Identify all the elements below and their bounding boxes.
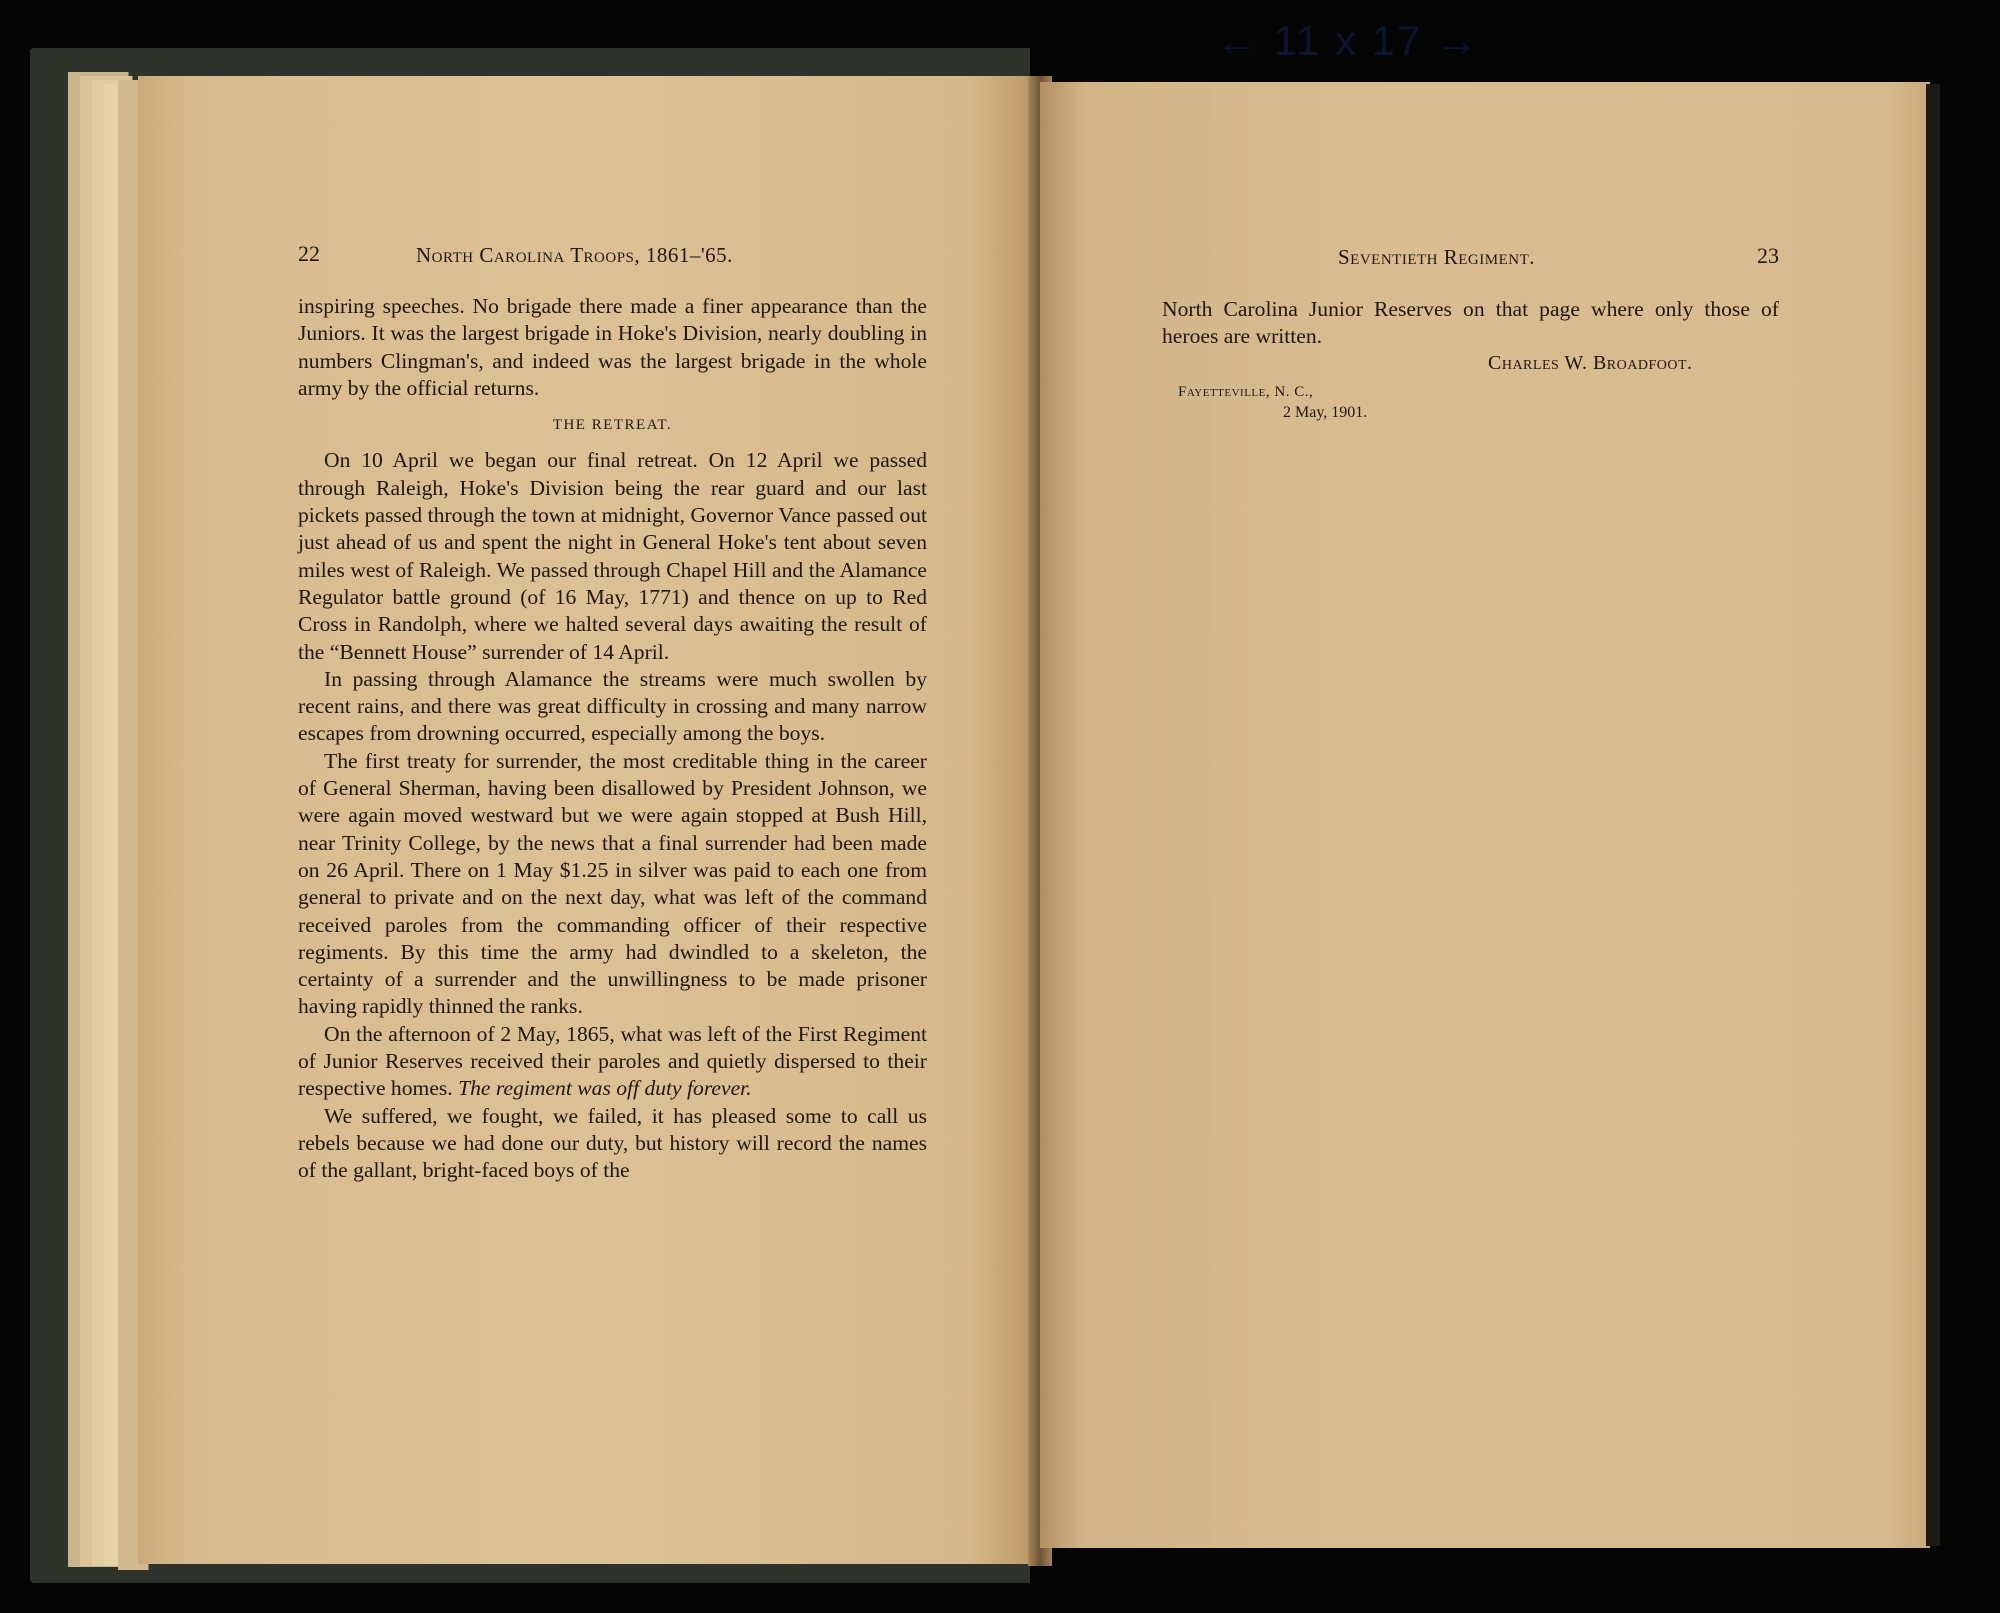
paragraph-text: On the afternoon of 2 May, 1865, what was left of the First Regiment of Junior Reserves received their paroles and quietly dispersed to their respective homes. [298, 1021, 927, 1101]
paragraph: We suffered, we fought, we failed, it has pleased some to call us rebels because we had done our duty, but history will record the names of the gallant, bright-faced boys of the [298, 1103, 927, 1183]
signature: Charles W. Broadfoot. [1488, 352, 1693, 374]
running-head: Seventieth Regiment. [1338, 245, 1535, 269]
running-head: North Carolina Troops, 1861–'65. [416, 243, 733, 267]
left-page-body [298, 293, 927, 1185]
right-page-body [1162, 296, 1779, 351]
right-page [1040, 82, 1930, 1548]
paragraph [298, 1021, 927, 1103]
dateline-date: 2 May, 1901. [1283, 404, 1368, 421]
paragraph: North Carolina Junior Reserves on that page where only those of heroes are written. [1162, 297, 1779, 349]
italic-text: The regiment was off duty forever. [458, 1076, 752, 1101]
paragraph: In passing through Alamance the streams were much swollen by recent rains, and there was great difficulty in crossing and many narrow escapes from drowning occurred, especially among the boys. [298, 666, 927, 746]
page-number: 22 [298, 241, 320, 266]
paragraph: inspiring speeches. No brigade there made a finer appearance than the Juniors. It was the largest brigade in Hoke's Division, nearly doubling in numbers Clingman's, and indeed was the largest brigade in the whole army by the official returns. [298, 294, 927, 400]
scan-size-label: ← 11 x 17 → [1216, 17, 1480, 64]
dateline-place: Fayetteville, N. C., [1178, 384, 1314, 400]
paragraph: The first treaty for surrender, the most creditable thing in the career of General Sherman, having been disallowed by President Johnson, we were again moved westward but we were again stopped at Bush Hill, near Trinity College, by the news that a final surrender had been made on 26 April. There on 1 May $1.25 in silver was paid to each one from general to private and on the next day, what was left of the command received paroles from the commanding officer of their respective regiments. By this time the army had dwindled to a skeleton, the certainty of a surrender and the unwillingness to be made prisoner having rapidly thinned the ranks. [298, 748, 927, 1019]
page-number: 23 [1757, 243, 1779, 268]
left-page [138, 76, 1038, 1564]
section-heading: THE RETREAT. [552, 417, 673, 434]
paragraph: On 10 April we began our final retreat. On 12 April we passed through Raleigh, Hoke's Division being the rear guard and our last pickets passed through the town at midnight, Governor Vance passed out just ahead of us and spent the night in General Hoke's tent about seven miles west of Raleigh. We passed through Chapel Hill and the Alamance Regulator battle ground (of 16 May, 1771) and thence on up to Red Cross in Randolph, where we halted several days awaiting the result of the “Bennett House” surrender of 14 April. [298, 448, 927, 664]
cover-edge [1926, 84, 1940, 1546]
